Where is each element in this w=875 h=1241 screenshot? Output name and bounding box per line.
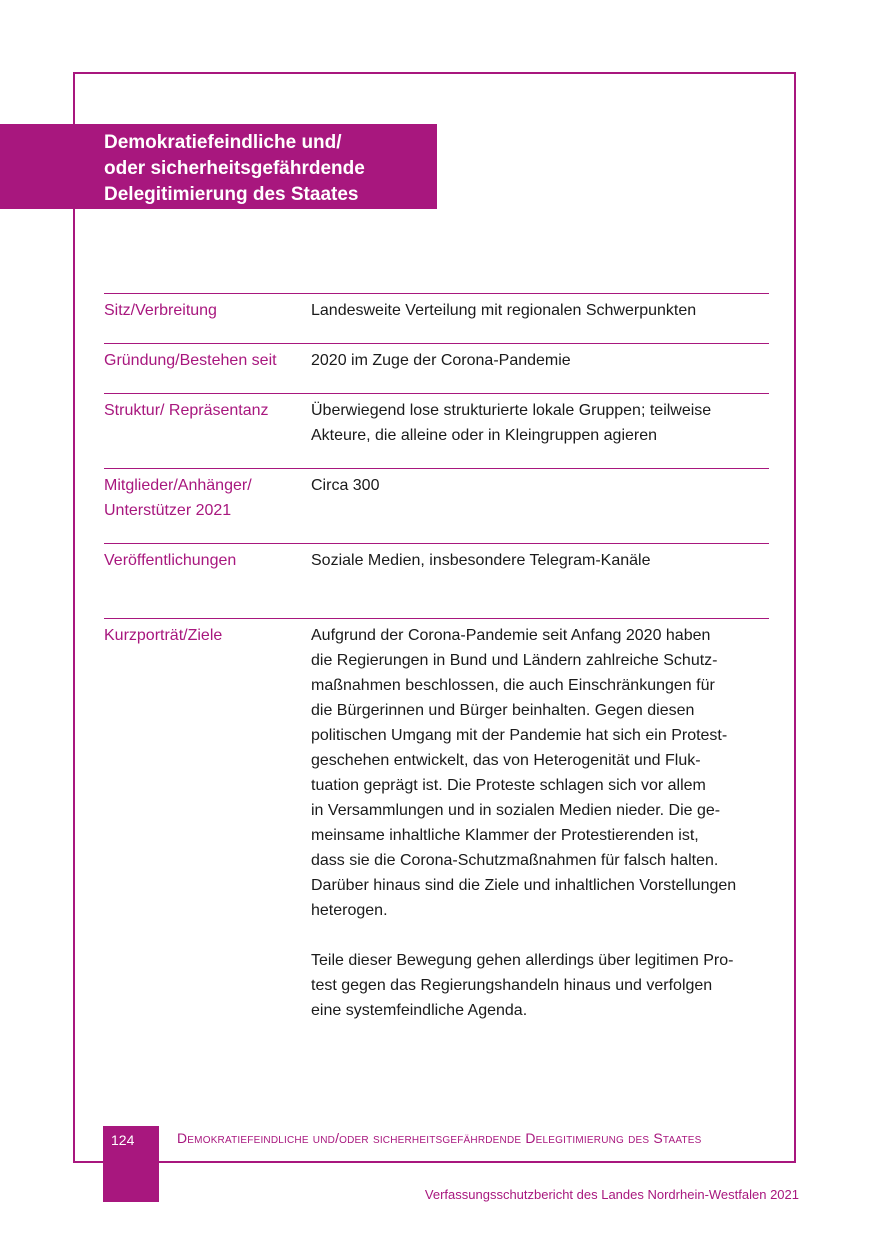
fact-label: Mitglieder/Anhänger/ Unterstützer 2021 [104, 477, 252, 519]
title-line: oder sicherheitsgefährdende [104, 158, 365, 179]
fact-row-veroeffentlichungen [104, 543, 769, 618]
fact-label: Struktur/ Repräsentanz [104, 402, 269, 419]
page-number: 124 [103, 1126, 159, 1202]
fact-row-sitz [104, 293, 769, 343]
fact-value: Circa 300 [311, 477, 380, 494]
fact-label: Veröffentlichungen [104, 552, 237, 569]
running-head: Demokratiefeindliche und/oder sicherheitsgefährdende Delegitimierung des Staates [177, 1130, 702, 1146]
fact-value: 2020 im Zuge der Corona-Pandemie [311, 352, 571, 369]
footer-text: Verfassungsschutzbericht des Landes Nordrhein-Westfalen 2021 [424, 1187, 799, 1202]
title-line: Delegitimierung des Staates [104, 184, 359, 205]
fact-table [104, 293, 769, 1023]
fact-value [311, 623, 769, 1023]
fact-value: Landesweite Verteilung mit regionalen Schwerpunkten [311, 302, 697, 319]
fact-value: Überwiegend lose strukturierte lokale Gruppen; teilweise Akteure, die alleine oder in Kleingruppen agieren [311, 402, 712, 444]
section-title [0, 124, 437, 209]
portrait-paragraph: Aufgrund der Corona-Pandemie seit Anfang 2020 haben die Regierungen in Bund und Ländern zahlreiche Schutz- maßnahmen beschlossen, die auch Einschränkungen für die Bürgerinnen und Bürger beinhalten. Gegen diesen politischen Umgang mit der Pandemie hat sich ein Protest- geschehen entwickelt, das von Heterogenität und Fluk- tuation geprägt ist. Die Proteste schlagen sich vor allem in Versammlungen und in sozialen Medien nieder. Die ge- meinsame inhaltliche Klammer der Protestierenden ist, dass sie die Corona-Schutzmaßnahmen für falsch halten. Darüber hinaus sind die Ziele und inhaltlichen Vorstellungen heterogen. [311, 627, 737, 919]
fact-row-struktur [104, 393, 769, 468]
fact-label: Kurzporträt/Ziele [104, 627, 223, 644]
portrait-paragraph: Teile dieser Bewegung gehen allerdings über legitimen Pro- test gegen das Regierungshandeln hinaus und verfolgen eine systemfeindliche Agenda. [311, 952, 734, 1019]
fact-label: Sitz/Verbreitung [104, 302, 217, 319]
fact-value: Soziale Medien, insbesondere Telegram-Kanäle [311, 552, 651, 569]
fact-row-kurzportraet [104, 618, 769, 1023]
fact-row-gruendung [104, 343, 769, 393]
fact-label: Gründung/Bestehen seit [104, 352, 277, 369]
fact-row-mitglieder [104, 468, 769, 543]
title-line: Demokratiefeindliche und/ [104, 132, 342, 153]
